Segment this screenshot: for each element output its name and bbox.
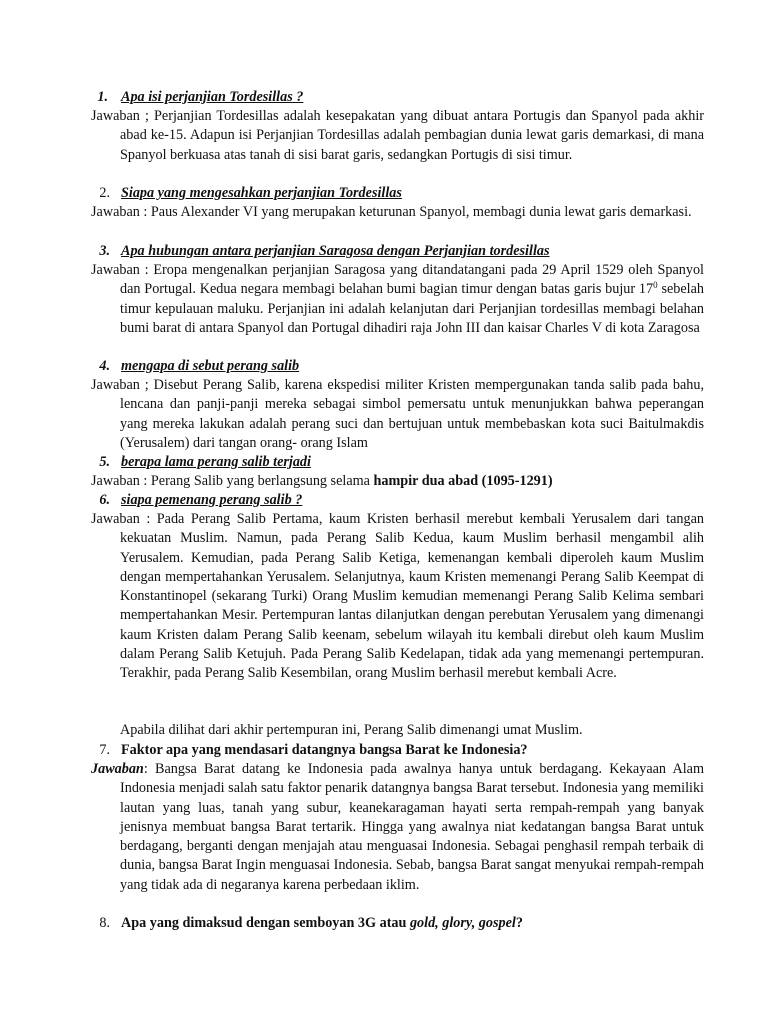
answer-text: sebelah timur kepulauan maluku. Perjanjian ini adalah kelanjutan dari Perjanjian tordesillas membagi belahan bumi barat di antara Spanyol dan Portugal dihadiri raja John III dan kaisar Charles V di kota Zaragosa (120, 281, 704, 336)
answer-label: Jawaban (91, 761, 144, 777)
answer-4: Jawaban ; Disebut Perang Salib, karena ekspedisi militer Kristen mempergunakan tanda salib pada bahu, lencana dan panji-panji mereka sebagai simbol pemersatu untuk menunjukkan bahwa peperangan yang mereka lakukan adalah perang suci dan bertujuan untuk membebaskan kota suci Baitulmakdis (Yerusalem) dari tangan orang- orang Islam (91, 377, 704, 451)
answer-text: : Bangsa Barat datang ke Indonesia pada awalnya hanya untuk berdagang. Kekayaan Alam Indonesia menjadi salah satu faktor penarik datangnya bangsa Barat tersebut. Indonesia yang memiliki lautan yang luas, tanah yang subur, keanekaragaman hayati serta rempah-rempah yang banyak jenisnya membuat bangsa Barat tertarik. Hingga yang awalnya niat kedatangan bangsa Barat untuk berdagang, berganti dengan menjajah atau menguasai Indonesia. Sebagai penghasil rempah terbaik di dunia, bangsa Barat Ingin menguasai Indonesia. Sebab, bangsa Barat sangat menyukai rempah-rempah yang tidak ada di negaranya karena perbedaan iklim. (120, 761, 704, 893)
question-number: 5. (99, 454, 110, 470)
answer-5 (91, 472, 704, 491)
question-number: 6. (99, 492, 110, 508)
question-text: mengapa di sebut perang salib (121, 358, 300, 374)
question-text (121, 914, 523, 933)
question-number: 2. (99, 185, 110, 201)
answer-2: Jawaban : Paus Alexander VI yang merupakan keturunan Spanyol, membagi dunia lewat garis demarkasi. (91, 204, 692, 220)
answer-6: Jawaban : Pada Perang Salib Pertama, kaum Kristen berhasil merebut kembali Yerusalem dari tangan kekuatan Muslim. Namun, pada Perang Salib Kedua, kaum Muslim berhasil mengambil alih Yerusalem. Kemudian, pada Perang Salib Ketiga, kemenangan kembali diperoleh kaum Muslim dengan mempertahankan Yerusalem. Selanjutnya, kaum Kristen memenangi Perang Salib Keempat di Konstantinopel (sekarang Turki) Orang Muslim kemudian memenangi Perang Salib Kelima sembari mempertahankan Mesir. Pertempuran lantas dilanjutkan dengan perebutan Yerusalem yang dimenangi kaum Kristen dalam Perang Salib keenam, sebelum wilayah itu kembali direbut oleh kaum Muslim dalam Perang Salib Ketujuh. Pada Perang Salib Kedelapan, tidak ada yang memenangi pertempuran. Terakhir, pada Perang Salib Kesembilan, orang Muslim berhasil merebut kembali Acre. (91, 511, 704, 682)
question-text: berapa lama perang salib terjadi (121, 454, 311, 470)
answer-3 (91, 261, 704, 338)
question-number: 8. (99, 915, 110, 931)
question-text: Apa isi perjanjian Tordesillas ? (121, 89, 304, 105)
question-text-part: Apa yang dimaksud dengan semboyan 3G atau (121, 915, 410, 931)
question-number: 1. (97, 89, 108, 105)
answer-7 (91, 760, 704, 895)
question-text: Apa hubungan antara perjanjian Saragosa dengan Perjanjian tordesillas (121, 243, 550, 259)
degree-superscript: 0 (653, 280, 658, 291)
question-text: Faktor apa yang mendasari datangnya bangsa Barat ke Indonesia? (121, 742, 528, 758)
question-text-italic: gold, glory, gospel (409, 915, 516, 931)
answer-emphasis: hampir dua abad (1095-1291) (373, 473, 553, 489)
question-text: Siapa yang mengesahkan perjanjian Tordesillas (121, 185, 402, 201)
question-number: 3. (99, 243, 110, 259)
question-number: 4. (99, 358, 110, 374)
answer-6-conclusion: Apabila dilihat dari akhir pertempuran ini, Perang Salib dimenangi umat Muslim. (120, 722, 583, 738)
question-number: 7. (99, 742, 110, 758)
answer-text: Jawaban : Perang Salib yang berlangsung selama (91, 473, 374, 489)
question-text-part: ? (515, 915, 523, 931)
answer-text: Jawaban : Eropa mengenalkan perjanjian Saragosa yang ditandatangani pada 29 April 1529 oleh Spanyol dan Portugal. Kedua negara membagi belahan bumi bagian timur dengan batas garis bujur 17 (91, 262, 704, 298)
answer-1: Jawaban ; Perjanjian Tordesillas adalah kesepakatan yang dibuat antara Portugis dan Spanyol pada akhir abad ke-15. Adapun isi Perjanjian Tordesillas adalah pembagian dunia lewat garis demarkasi, di mana Spanyol berkuasa atas tanah di sisi barat garis, sedangkan Portugis di sisi timur. (91, 108, 704, 163)
question-text: siapa pemenang perang salib ? (121, 492, 303, 508)
